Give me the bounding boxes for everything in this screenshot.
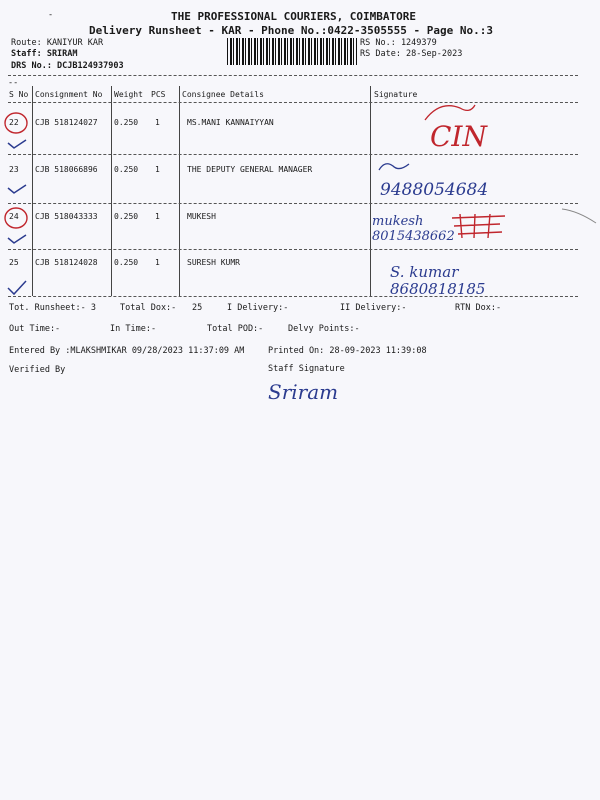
row-sno: 25	[9, 258, 19, 267]
divider	[8, 75, 578, 76]
tick-mark	[6, 180, 28, 199]
col-header-pcs: PCS	[151, 90, 166, 99]
staff-signature: Sriram	[268, 380, 339, 404]
staff-label: Staff: SRIRAM	[11, 49, 78, 59]
total-dox-value: 25	[192, 303, 203, 313]
divider	[8, 296, 578, 297]
row-signature: S. kumar 8680818185	[390, 263, 486, 298]
total-pod: Total POD:-	[207, 324, 264, 334]
col-header-consignment: Consignment No	[35, 90, 103, 99]
row-consignee: MUKESH	[187, 212, 216, 221]
column-separator	[179, 86, 180, 296]
row-consignee: THE DEPUTY GENERAL MANAGER	[187, 165, 313, 174]
route-label: Route: KANIYUR KAR	[11, 38, 104, 48]
barcode	[227, 38, 357, 65]
rtn-dox: RTN Dox:-	[455, 303, 502, 313]
col-header-consignee: Consignee Details	[182, 90, 264, 99]
ii-delivery: II Delivery:-	[340, 303, 407, 313]
row-sno: 23	[9, 165, 19, 174]
signature-scribble	[375, 158, 415, 180]
row-pcs: 1	[155, 118, 160, 127]
entered-by: Entered By :MLAKSHMIKAR 09/28/2023 11:37:09 AM	[9, 346, 245, 356]
rs-number: RS No.: 1249379	[360, 38, 437, 48]
signature-scribble	[420, 100, 480, 129]
tick-mark	[6, 135, 28, 154]
column-separator	[32, 86, 33, 296]
divider	[8, 102, 578, 103]
row-weight: 0.250	[114, 165, 139, 174]
tick-mark	[6, 280, 28, 300]
column-separator	[370, 86, 371, 296]
row-divider	[8, 154, 578, 155]
tot-runsheet: Tot. Runsheet:- 3	[9, 303, 96, 313]
stray-mark: -	[48, 10, 54, 20]
row-consignee: MS.MANI KANNAIYYAN	[187, 118, 274, 127]
col-header-sno: S No	[9, 90, 29, 99]
company-title: THE PROFESSIONAL COURIERS, COIMBATORE	[171, 10, 417, 23]
row-weight: 0.250	[114, 118, 139, 127]
row-pcs: 1	[155, 212, 160, 221]
col-header-weight: Weight	[114, 90, 143, 99]
row-signature: mukesh 8015438662	[372, 214, 455, 244]
drs-number: DRS No.: DCJB124937903	[11, 61, 124, 71]
verified-by: Verified By	[9, 365, 66, 375]
row-divider	[8, 249, 578, 250]
tick-mark	[6, 230, 28, 249]
row-consignment: CJB 518066896	[35, 165, 98, 174]
printed-on: Printed On: 28-09-2023 11:39:08	[268, 346, 427, 356]
row-consignee: SURESH KUMR	[187, 258, 240, 267]
staff-signature-label: Staff Signature	[268, 364, 345, 374]
divider-marks: --	[8, 78, 19, 88]
rs-date: RS Date: 28-Sep-2023	[360, 49, 463, 59]
row-weight: 0.250	[114, 258, 139, 267]
total-dox-label: Total Dox:-	[120, 303, 177, 313]
row-pcs: 1	[155, 258, 160, 267]
row-sno: 24	[9, 212, 19, 221]
row-consignment: CJB 518043333	[35, 212, 98, 221]
column-separator	[111, 86, 112, 296]
row-signature: CIN	[430, 120, 487, 153]
row-weight: 0.250	[114, 212, 139, 221]
col-header-signature: Signature	[374, 90, 418, 99]
out-time: Out Time:-	[9, 324, 61, 334]
i-delivery: I Delivery:-	[227, 303, 289, 313]
row-consignment: CJB 518124028	[35, 258, 98, 267]
runsheet-title: Delivery Runsheet - KAR - Phone No.:0422-3505555 - Page No.:3	[89, 24, 493, 37]
row-consignment: CJB 518124027	[35, 118, 98, 127]
row-signature: 9488054684	[380, 180, 489, 200]
row-pcs: 1	[155, 165, 160, 174]
row-sno: 22	[9, 118, 19, 127]
delvy-points: Delvy Points:-	[288, 324, 360, 334]
in-time: In Time:-	[110, 324, 157, 334]
row-divider	[8, 203, 578, 204]
strike-scribble	[450, 210, 510, 244]
margin-stroke	[560, 205, 600, 229]
